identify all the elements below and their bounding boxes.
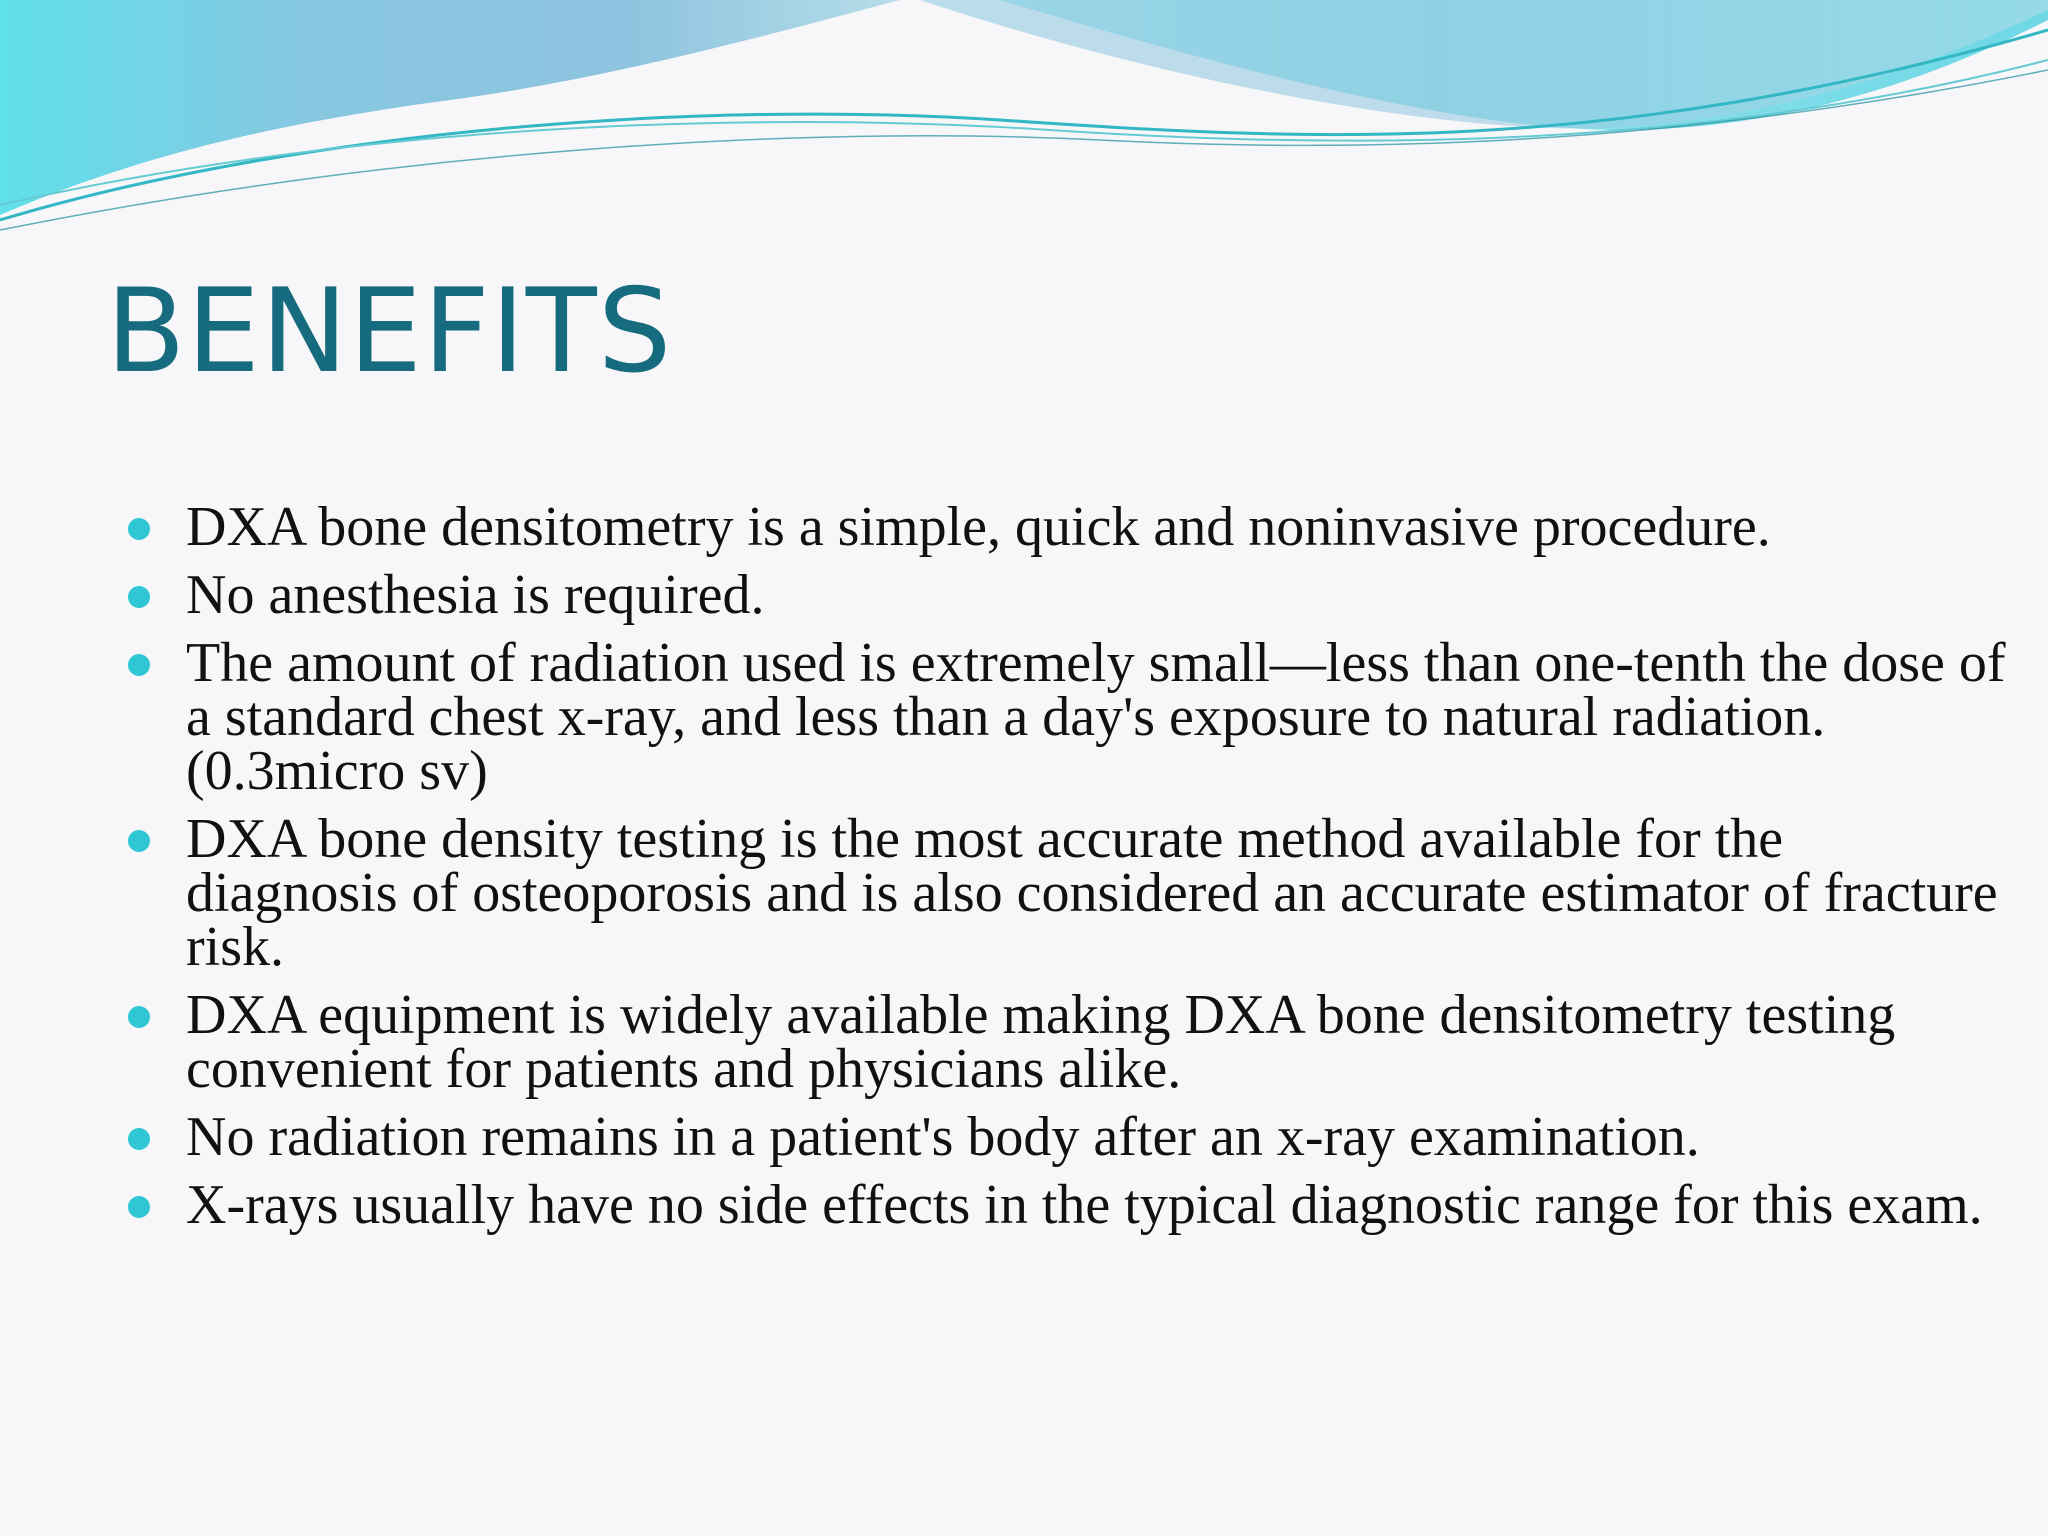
bullet-text: No anesthesia is required.: [186, 564, 765, 626]
bullet-dot-icon: [128, 1196, 150, 1218]
bullet-dot-icon: [128, 654, 150, 676]
bullet-text: DXA bone densitometry is a simple, quick and noninvasive procedure.: [186, 496, 1771, 558]
bullet-dot-icon: [128, 518, 150, 540]
bullet-item: [128, 496, 2008, 558]
bullet-list: [128, 496, 2008, 1246]
bullet-text: The amount of radiation used is extremely small—less than one-tenth the dose of a standard chest x-ray, and less than a day's exposure to natural radiation. (0.3micro sv): [186, 632, 2006, 802]
bullet-item: [128, 564, 2008, 626]
bullet-item: [128, 1174, 2008, 1236]
bullet-dot-icon: [128, 830, 150, 852]
bullet-dot-icon: [128, 1006, 150, 1028]
header-wave-decoration: [0, 0, 2048, 240]
bullet-item: [128, 1106, 2008, 1168]
bullet-text: No radiation remains in a patient's body after an x-ray examination.: [186, 1106, 1700, 1168]
bullet-dot-icon: [128, 586, 150, 608]
bullet-text: DXA bone density testing is the most accurate method available for the diagnosis of osteoporosis and is also considered an accurate estimator of fracture risk.: [186, 808, 1998, 978]
bullet-item: [128, 632, 2008, 802]
bullet-item: [128, 984, 2008, 1100]
bullet-item: [128, 808, 2008, 978]
bullet-text: DXA equipment is widely available making DXA bone densitometry testing convenient for patients and physicians alike.: [186, 984, 1896, 1100]
slide-title: BENEFITS: [106, 264, 673, 399]
bullet-dot-icon: [128, 1128, 150, 1150]
bullet-text: X-rays usually have no side effects in the typical diagnostic range for this exam.: [186, 1174, 1983, 1236]
